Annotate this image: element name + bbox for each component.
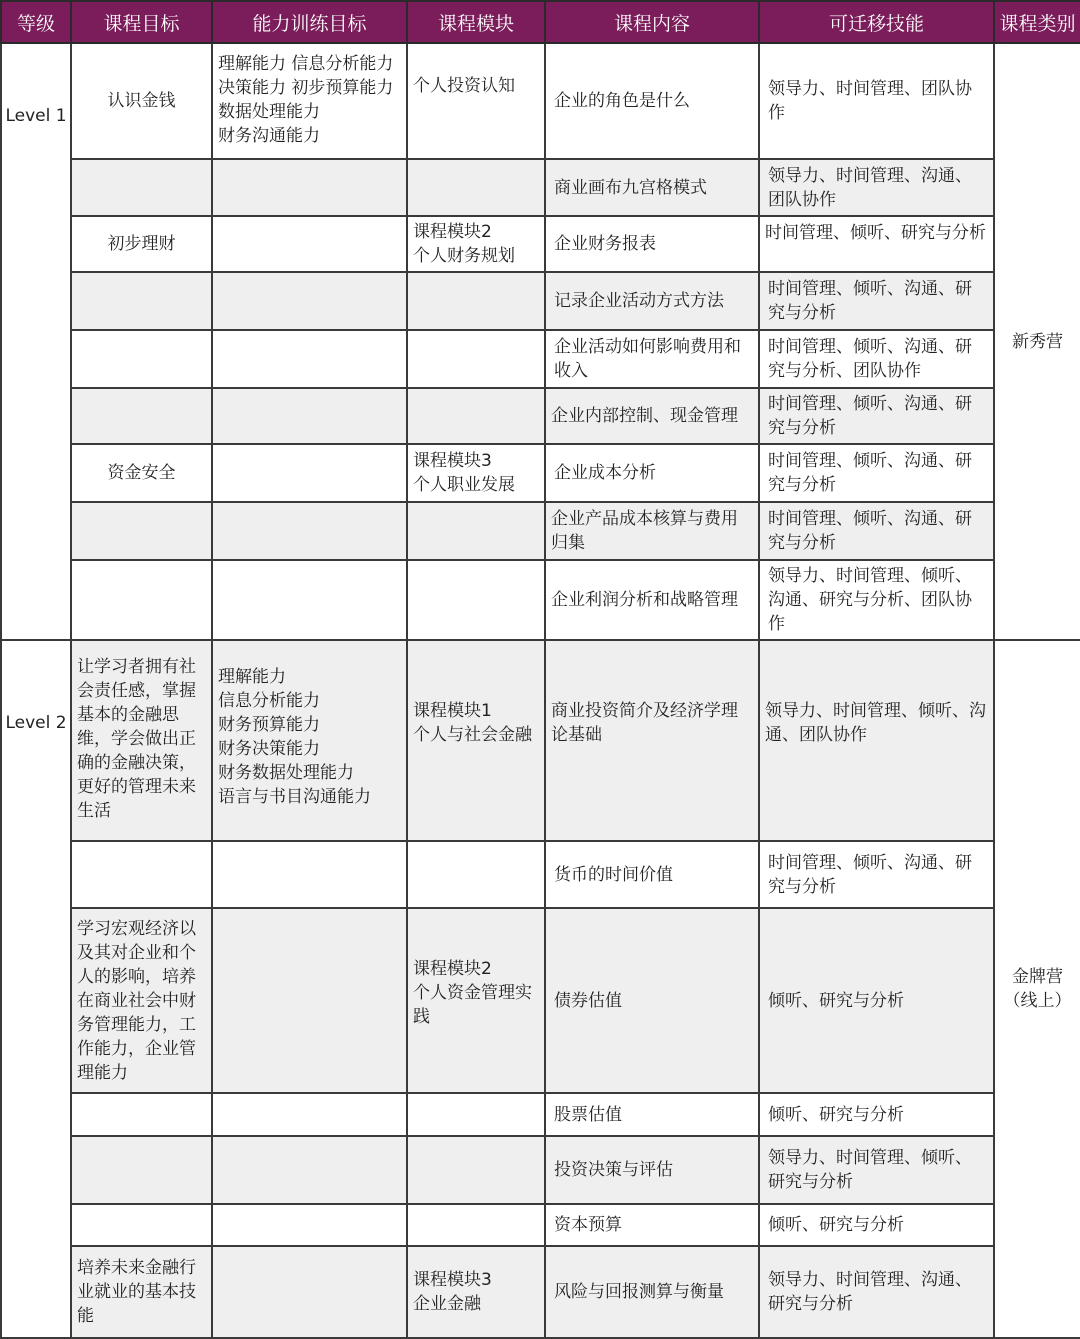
header-ability-goal: 能力训练目标: [212, 1, 407, 43]
content-cell: 企业产品成本核算与费用归集: [545, 502, 759, 560]
goal-cell: [71, 159, 212, 216]
header-content: 课程内容: [545, 1, 759, 43]
table-row: [1, 1136, 1080, 1204]
skills-cell: 时间管理、倾听、沟通、研究与分析: [759, 388, 994, 444]
table-row: [1, 502, 1080, 560]
content-cell: 资本预算: [545, 1204, 759, 1246]
level-label: Level 1: [5, 106, 67, 126]
header-level: 等级: [1, 1, 71, 43]
skills-cell: 时间管理、倾听、研究与分析: [759, 216, 994, 272]
goal-cell: [71, 841, 212, 908]
content-cell: 企业利润分析和战略管理: [545, 560, 759, 640]
header-category: 课程类别: [994, 1, 1080, 43]
module-cell: [407, 330, 545, 388]
module-cell: [407, 159, 545, 216]
table-row: [1, 841, 1080, 908]
table-row: [1, 159, 1080, 216]
table-row: [1, 388, 1080, 444]
table-row: [1, 908, 1080, 1093]
table-row: [1, 1093, 1080, 1136]
module-cell: [407, 272, 545, 330]
table-row: [1, 1246, 1080, 1338]
ability-cell: [212, 444, 407, 502]
skills-cell: 倾听、研究与分析: [759, 1204, 994, 1246]
content-cell: 股票估值: [545, 1093, 759, 1136]
module-cell: 课程模块3 个人职业发展: [407, 444, 545, 502]
skills-cell: 领导力、时间管理、沟通、团队协作: [759, 159, 994, 216]
ability-cell: [212, 908, 407, 1093]
module-cell: [407, 1204, 545, 1246]
content-cell: 企业活动如何影响费用和收入: [545, 330, 759, 388]
goal-cell: [71, 502, 212, 560]
ability-cell: [212, 502, 407, 560]
ability-cell: [212, 272, 407, 330]
module-cell: [407, 502, 545, 560]
ability-cell: [212, 388, 407, 444]
content-cell: 债券估值: [545, 908, 759, 1093]
level-label: Level 2: [5, 713, 67, 733]
goal-cell: 让学习者拥有社会责任感，掌握基本的金融思维，学会做出正确的金融决策，更好的管理未来生活: [71, 640, 212, 841]
goal-cell: 资金安全: [71, 444, 212, 502]
content-cell: 企业财务报表: [545, 216, 759, 272]
skills-cell: 倾听、研究与分析: [759, 1093, 994, 1136]
module-cell: 个人投资认知: [407, 43, 545, 159]
skills-cell: 领导力、时间管理、倾听、沟通、团队协作: [759, 640, 994, 841]
header-course-goal: 课程目标: [71, 1, 212, 43]
ability-cell: [212, 1204, 407, 1246]
ability-cell: [212, 1093, 407, 1136]
skills-cell: 倾听、研究与分析: [759, 908, 994, 1093]
skills-cell: 领导力、时间管理、倾听、沟通、研究与分析、团队协作: [759, 560, 994, 640]
goal-cell: [71, 1136, 212, 1204]
module-cell: [407, 1093, 545, 1136]
skills-cell: 时间管理、倾听、沟通、研究与分析、团队协作: [759, 330, 994, 388]
content-cell: 商业画布九宫格模式: [545, 159, 759, 216]
ability-cell: [212, 841, 407, 908]
skills-cell: 领导力、时间管理、沟通、研究与分析: [759, 1246, 994, 1338]
skills-cell: 时间管理、倾听、沟通、研究与分析: [759, 841, 994, 908]
goal-cell: 认识金钱: [71, 43, 212, 159]
goal-cell: 初步理财: [71, 216, 212, 272]
ability-cell: [212, 159, 407, 216]
ability-cell: [212, 560, 407, 640]
ability-cell: [212, 1136, 407, 1204]
goal-cell: [71, 1093, 212, 1136]
content-cell: 记录企业活动方式方法: [545, 272, 759, 330]
ability-cell: [212, 1246, 407, 1338]
module-cell: 课程模块1 个人与社会金融: [407, 640, 545, 841]
module-cell: [407, 560, 545, 640]
goal-cell: 培养未来金融行业就业的基本技能: [71, 1246, 212, 1338]
table-row: [1, 560, 1080, 640]
table-row: [1, 330, 1080, 388]
header-row: [1, 1, 1080, 43]
ability-cell: 理解能力 信息分析能力 决策能力 初步预算能力 数据处理能力 财务沟通能力: [212, 43, 407, 159]
module-cell: [407, 1136, 545, 1204]
content-cell: 投资决策与评估: [545, 1136, 759, 1204]
skills-cell: 时间管理、倾听、沟通、研究与分析: [759, 502, 994, 560]
table-row: [1, 216, 1080, 272]
level-cell: [1, 640, 71, 1338]
content-cell: 货币的时间价值: [545, 841, 759, 908]
content-cell: 风险与回报测算与衡量: [545, 1246, 759, 1338]
content-cell: 企业成本分析: [545, 444, 759, 502]
module-cell: 课程模块2 个人财务规划: [407, 216, 545, 272]
level-cell: [1, 43, 71, 640]
goal-cell: [71, 388, 212, 444]
ability-cell: 理解能力 信息分析能力 财务预算能力 财务决策能力 财务数据处理能力 语言与书目沟通能力: [212, 640, 407, 841]
goal-cell: [71, 1204, 212, 1246]
content-cell: 企业的角色是什么: [545, 43, 759, 159]
table-row: [1, 1204, 1080, 1246]
goal-cell: [71, 272, 212, 330]
goal-cell: 学习宏观经济以及其对企业和个人的影响，培养在商业社会中财务管理能力，工作能力，企业管理能力: [71, 908, 212, 1093]
category-cell: 金牌营 （线上）: [994, 640, 1080, 1338]
table-row: [1, 640, 1080, 841]
ability-cell: [212, 216, 407, 272]
table-row: [1, 272, 1080, 330]
module-cell: [407, 388, 545, 444]
goal-cell: [71, 330, 212, 388]
skills-cell: 时间管理、倾听、沟通、研究与分析: [759, 444, 994, 502]
skills-cell: 时间管理、倾听、沟通、研究与分析: [759, 272, 994, 330]
table-row: [1, 444, 1080, 502]
ability-cell: [212, 330, 407, 388]
category-cell: 新秀营: [994, 43, 1080, 640]
skills-cell: 领导力、时间管理、倾听、研究与分析: [759, 1136, 994, 1204]
goal-cell: [71, 560, 212, 640]
module-cell: [407, 841, 545, 908]
module-cell: 课程模块2 个人资金管理实践: [407, 908, 545, 1093]
content-cell: 企业内部控制、现金管理: [545, 388, 759, 444]
module-cell: 课程模块3 企业金融: [407, 1246, 545, 1338]
content-cell: 商业投资简介及经济学理论基础: [545, 640, 759, 841]
header-skills: 可迁移技能: [759, 1, 994, 43]
table-row: [1, 43, 1080, 159]
header-module: 课程模块: [407, 1, 545, 43]
skills-cell: 领导力、时间管理、团队协作: [759, 43, 994, 159]
